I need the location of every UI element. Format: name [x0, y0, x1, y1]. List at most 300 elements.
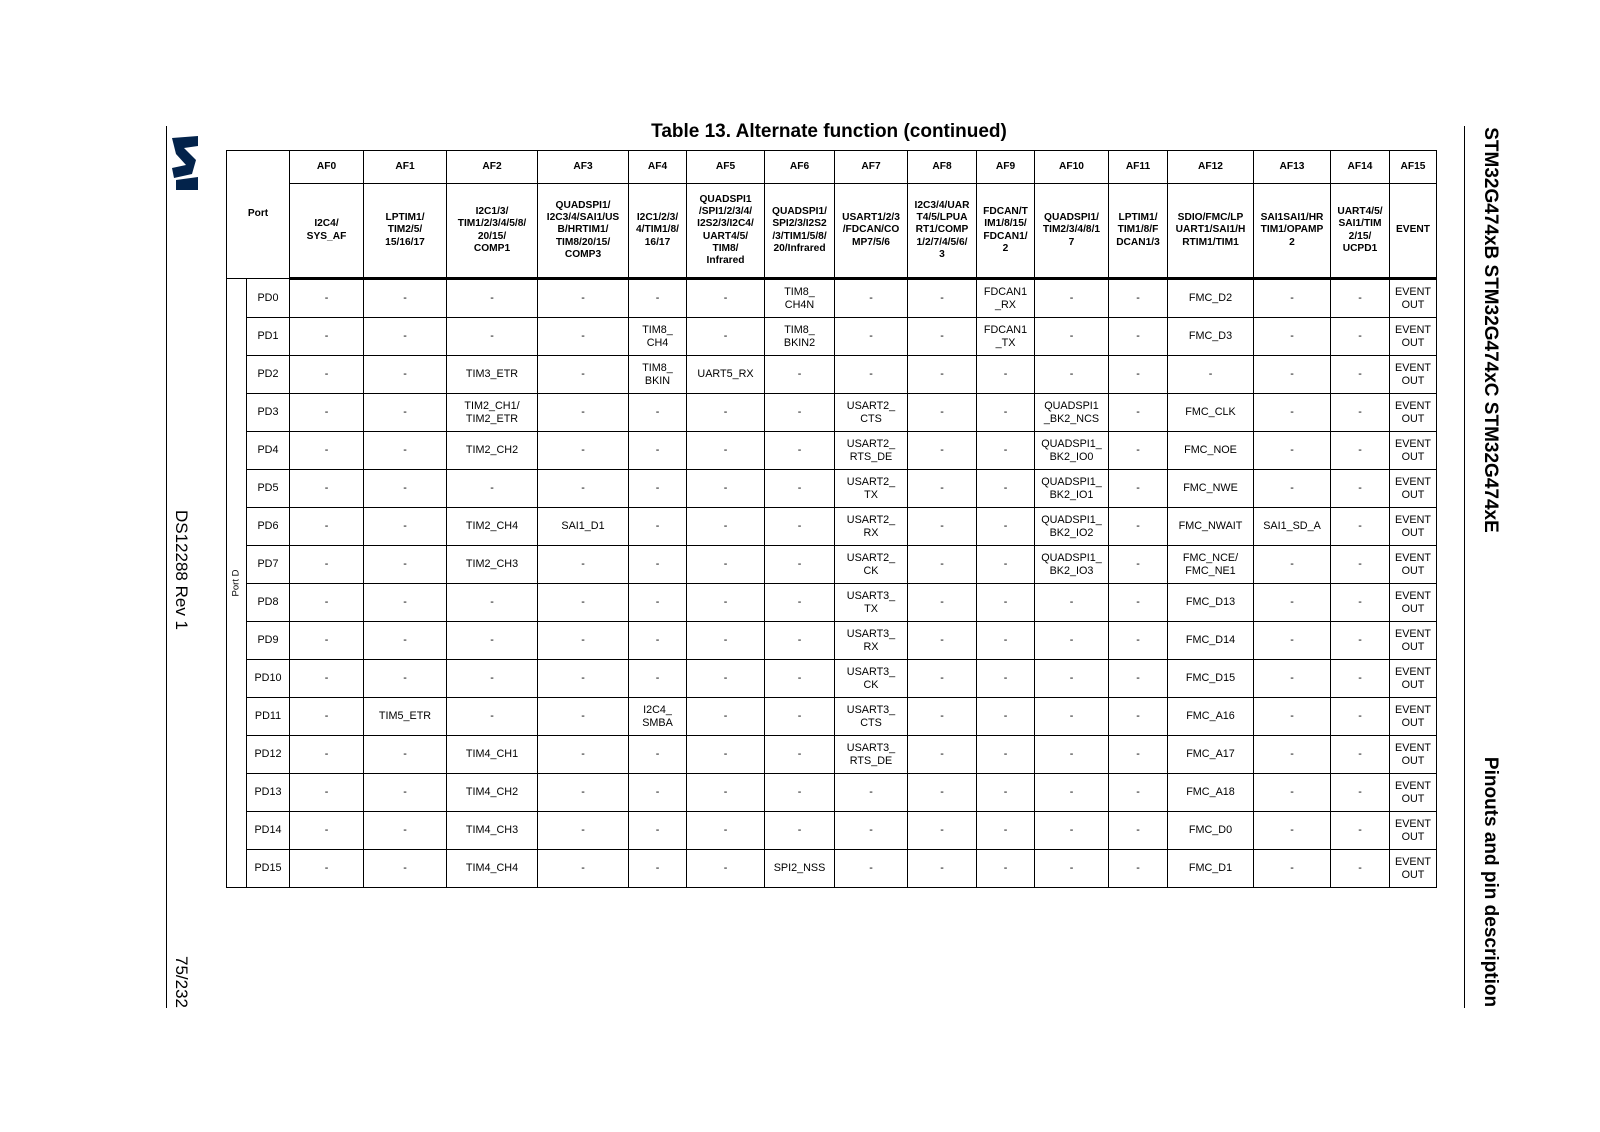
table-cell: - [1109, 622, 1168, 660]
table-cell: - [1331, 660, 1390, 698]
af-header: AF4 [629, 151, 687, 184]
table-cell: - [765, 622, 835, 660]
af-header: AF13 [1254, 151, 1331, 184]
table-cell: EVENT OUT [1390, 622, 1437, 660]
table-cell: FMC_NOE [1168, 432, 1254, 470]
table-cell: - [447, 279, 538, 318]
table-cell: - [765, 660, 835, 698]
table-cell: - [687, 508, 765, 546]
table-cell: UART5_RX [687, 356, 765, 394]
table-cell: - [1331, 318, 1390, 356]
table-title: Table 13. Alternate function (continued) [651, 121, 1007, 142]
table-cell: - [687, 622, 765, 660]
table-cell: - [364, 850, 447, 888]
table-cell: - [538, 279, 629, 318]
table-cell: EVENT OUT [1390, 584, 1437, 622]
table-cell: - [908, 736, 977, 774]
table-cell: TIM2_CH1/ TIM2_ETR [447, 394, 538, 432]
table-cell: - [687, 584, 765, 622]
table-cell: - [1254, 660, 1331, 698]
table-cell: - [1254, 279, 1331, 318]
table-cell: TIM4_CH4 [447, 850, 538, 888]
table-cell: - [908, 774, 977, 812]
table-cell: USART3_ CTS [835, 698, 908, 736]
table-cell: - [687, 698, 765, 736]
table-cell: - [687, 774, 765, 812]
table-cell: - [1254, 774, 1331, 812]
table-cell: - [977, 508, 1035, 546]
table-cell: FMC_A16 [1168, 698, 1254, 736]
table-cell: - [447, 318, 538, 356]
table-cell: - [364, 432, 447, 470]
table-cell: - [977, 356, 1035, 394]
table-cell: FMC_A18 [1168, 774, 1254, 812]
table-cell: - [1254, 546, 1331, 584]
table-cell: - [1254, 736, 1331, 774]
table-cell: FMC_D15 [1168, 660, 1254, 698]
af-header: AF11 [1109, 151, 1168, 184]
table-cell: TIM8_ CH4 [629, 318, 687, 356]
table-cell: EVENT OUT [1390, 356, 1437, 394]
table-cell: - [538, 736, 629, 774]
table-cell: - [290, 812, 364, 850]
table-row [227, 850, 1437, 888]
product-title: STM32G474xB STM32G474xC STM32G474xE [1480, 127, 1501, 533]
table-cell: EVENT OUT [1390, 546, 1437, 584]
af-header: AF3 [538, 151, 629, 184]
table-cell: TIM5_ETR [364, 698, 447, 736]
table-cell: - [290, 318, 364, 356]
table-cell: - [538, 698, 629, 736]
table-cell: - [835, 318, 908, 356]
table-cell: - [977, 812, 1035, 850]
table-cell: - [908, 850, 977, 888]
table-cell: SAI1_SD_A [1254, 508, 1331, 546]
table-cell: TIM3_ETR [447, 356, 538, 394]
table-cell: - [908, 508, 977, 546]
table-cell: FMC_D0 [1168, 812, 1254, 850]
table-cell: - [765, 546, 835, 584]
table-cell: FMC_D14 [1168, 622, 1254, 660]
table-cell: - [364, 356, 447, 394]
table-cell: EVENT OUT [1390, 812, 1437, 850]
port-group-label [227, 279, 247, 888]
table-row [227, 584, 1437, 622]
table-cell: QUADSPI1_ BK2_IO2 [1035, 508, 1109, 546]
table-cell: - [1035, 584, 1109, 622]
table-cell: TIM4_CH1 [447, 736, 538, 774]
table-cell: FMC_CLK [1168, 394, 1254, 432]
table-cell: - [1331, 279, 1390, 318]
table-row [227, 698, 1437, 736]
table-cell: - [629, 508, 687, 546]
table-cell: - [1035, 812, 1109, 850]
alternate-function-table [226, 150, 1437, 888]
table-cell: EVENT OUT [1390, 774, 1437, 812]
table-cell: - [1109, 850, 1168, 888]
table-row [227, 470, 1437, 508]
table-cell: - [1035, 622, 1109, 660]
af-description-header: LPTIM1/ TIM2/5/ 15/16/17 [364, 184, 447, 279]
table-cell: - [364, 584, 447, 622]
table-cell: - [1331, 546, 1390, 584]
pin-name-cell: PD6 [247, 508, 290, 546]
page-number: 75/232 [172, 956, 191, 1008]
table-cell: - [687, 318, 765, 356]
table-cell: - [1109, 432, 1168, 470]
table-cell: EVENT OUT [1390, 279, 1437, 318]
af-description-header: FDCAN/T IM1/8/15/ FDCAN1/ 2 [977, 184, 1035, 279]
table-cell: - [977, 622, 1035, 660]
table-cell: - [1331, 622, 1390, 660]
table-cell: EVENT OUT [1390, 508, 1437, 546]
af-description-header-row [227, 184, 1437, 279]
table-cell: - [1168, 356, 1254, 394]
table-cell: - [687, 470, 765, 508]
table-cell: - [765, 584, 835, 622]
table-cell: - [364, 812, 447, 850]
table-cell: - [908, 432, 977, 470]
table-cell: - [835, 850, 908, 888]
table-cell: - [835, 356, 908, 394]
af-description-header: UART4/5/ SAI1/TIM 2/15/ UCPD1 [1331, 184, 1390, 279]
table-cell: - [1254, 622, 1331, 660]
table-cell: - [447, 470, 538, 508]
table-cell: - [538, 318, 629, 356]
table-cell: - [629, 546, 687, 584]
table-cell: FMC_D1 [1168, 850, 1254, 888]
table-cell: - [908, 584, 977, 622]
af-header: AF15 [1390, 151, 1437, 184]
table-cell: - [1254, 698, 1331, 736]
table-cell: - [765, 432, 835, 470]
table-cell: - [538, 394, 629, 432]
right-margin-rule [1464, 126, 1465, 1008]
af-header: AF10 [1035, 151, 1109, 184]
table-cell: - [1254, 470, 1331, 508]
pin-name-cell: PD9 [247, 622, 290, 660]
table-cell: - [1331, 850, 1390, 888]
table-cell: - [1035, 698, 1109, 736]
table-cell: - [908, 279, 977, 318]
pin-name-cell: PD12 [247, 736, 290, 774]
table-cell: - [290, 850, 364, 888]
table-cell: EVENT OUT [1390, 394, 1437, 432]
table-cell: - [977, 774, 1035, 812]
table-cell: - [1035, 660, 1109, 698]
table-cell: FDCAN1 _RX [977, 279, 1035, 318]
table-cell: TIM4_CH3 [447, 812, 538, 850]
table-cell: USART2_ CK [835, 546, 908, 584]
table-cell: - [1109, 470, 1168, 508]
table-cell: - [908, 622, 977, 660]
table-cell: EVENT OUT [1390, 470, 1437, 508]
pin-name-cell: PD11 [247, 698, 290, 736]
table-cell: - [629, 736, 687, 774]
table-cell: - [977, 546, 1035, 584]
table-cell: - [447, 622, 538, 660]
pin-name-cell: PD14 [247, 812, 290, 850]
port-group-text: Port D [230, 569, 242, 597]
af-header: AF2 [447, 151, 538, 184]
table-cell: - [977, 736, 1035, 774]
table-cell: TIM2_CH3 [447, 546, 538, 584]
section-title: Pinouts and pin description [1480, 756, 1501, 1008]
table-cell: - [765, 508, 835, 546]
table-cell: - [364, 736, 447, 774]
table-cell: - [1331, 812, 1390, 850]
af-description-header: QUADSPI1/ SPI2/3/I2S2 /3/TIM1/5/8/ 20/Infrared [765, 184, 835, 279]
table-cell: - [1254, 356, 1331, 394]
table-cell: - [687, 394, 765, 432]
table-cell: - [1331, 736, 1390, 774]
table-cell: - [1109, 356, 1168, 394]
table-cell: - [1109, 812, 1168, 850]
pin-name-cell: PD2 [247, 356, 290, 394]
table-row [227, 432, 1437, 470]
st-logo-icon [170, 134, 200, 192]
table-row [227, 660, 1437, 698]
table-cell: - [1254, 432, 1331, 470]
table-cell: QUADSPI1 _BK2_NCS [1035, 394, 1109, 432]
table-cell: - [290, 432, 364, 470]
table-cell: - [364, 318, 447, 356]
table-cell: - [629, 584, 687, 622]
table-cell: TIM8_ BKIN [629, 356, 687, 394]
table-cell: - [1331, 394, 1390, 432]
table-cell: - [835, 279, 908, 318]
af-header: AF1 [364, 151, 447, 184]
table-row [227, 812, 1437, 850]
table-cell: - [1254, 318, 1331, 356]
table-cell: - [1035, 356, 1109, 394]
pin-name-cell: PD13 [247, 774, 290, 812]
af-description-header: I2C3/4/UAR T4/5/LPUA RT1/COMP 1/2/7/4/5/6/ 3 [908, 184, 977, 279]
table-cell: - [629, 812, 687, 850]
af-description-header: QUADSPI1 /SPI1/2/3/4/ I2S2/3/I2C4/ UART4/5/ TIM8/ Infrared [687, 184, 765, 279]
left-margin-rule [166, 126, 167, 1008]
table-cell: - [538, 584, 629, 622]
table-cell: - [538, 546, 629, 584]
table-cell: - [629, 394, 687, 432]
table-cell: USART3_ TX [835, 584, 908, 622]
table-cell: - [538, 850, 629, 888]
table-cell: EVENT OUT [1390, 698, 1437, 736]
table-cell: EVENT OUT [1390, 660, 1437, 698]
table-cell: - [765, 470, 835, 508]
table-cell: FMC_NWAIT [1168, 508, 1254, 546]
table-cell: - [765, 774, 835, 812]
table-cell: QUADSPI1_ BK2_IO1 [1035, 470, 1109, 508]
table-cell: - [1109, 774, 1168, 812]
table-cell: - [835, 812, 908, 850]
pin-name-cell: PD3 [247, 394, 290, 432]
table-cell: - [1331, 356, 1390, 394]
table-cell: - [290, 546, 364, 584]
table-cell: - [538, 774, 629, 812]
table-cell: - [364, 546, 447, 584]
table-cell: FMC_D13 [1168, 584, 1254, 622]
table-cell: - [1109, 508, 1168, 546]
table-cell: - [1254, 812, 1331, 850]
table-cell: - [629, 774, 687, 812]
table-cell: - [290, 356, 364, 394]
table-cell: - [765, 698, 835, 736]
pin-name-cell: PD1 [247, 318, 290, 356]
table-cell: - [765, 736, 835, 774]
table-cell: - [1109, 318, 1168, 356]
table-row [227, 736, 1437, 774]
table-cell: - [364, 394, 447, 432]
table-cell: - [1109, 394, 1168, 432]
table-cell: EVENT OUT [1390, 736, 1437, 774]
table-cell: - [290, 394, 364, 432]
table-cell: - [1331, 698, 1390, 736]
table-cell: I2C4_ SMBA [629, 698, 687, 736]
table-cell: EVENT OUT [1390, 318, 1437, 356]
pin-name-cell: PD4 [247, 432, 290, 470]
af-header: AF6 [765, 151, 835, 184]
table-cell: - [290, 508, 364, 546]
table-cell: SAI1_D1 [538, 508, 629, 546]
table-cell: TIM8_ CH4N [765, 279, 835, 318]
table-cell: - [977, 394, 1035, 432]
document-id: DS12288 Rev 1 [172, 509, 191, 631]
table-row [227, 622, 1437, 660]
table-cell: QUADSPI1_ BK2_IO0 [1035, 432, 1109, 470]
table-cell: - [290, 470, 364, 508]
table-cell: FDCAN1 _TX [977, 318, 1035, 356]
table-cell: - [687, 660, 765, 698]
af-description-header: USART1/2/3 /FDCAN/CO MP7/5/6 [835, 184, 908, 279]
table-cell: - [629, 432, 687, 470]
table-cell: - [538, 812, 629, 850]
table-cell: - [538, 432, 629, 470]
table-cell: - [364, 508, 447, 546]
pin-name-cell: PD0 [247, 279, 290, 318]
af-description-header: SAI1SAI1/HR TIM1/OPAMP 2 [1254, 184, 1331, 279]
table-cell: - [364, 622, 447, 660]
table-cell: - [447, 584, 538, 622]
table-cell: - [629, 279, 687, 318]
table-cell: - [908, 812, 977, 850]
af-description-header: LPTIM1/ TIM1/8/F DCAN1/3 [1109, 184, 1168, 279]
table-cell: SPI2_NSS [765, 850, 835, 888]
table-cell: - [290, 660, 364, 698]
af-number-header-row [227, 151, 1437, 184]
table-cell: - [364, 279, 447, 318]
table-cell: FMC_NWE [1168, 470, 1254, 508]
af-header: AF8 [908, 151, 977, 184]
table-cell: - [629, 850, 687, 888]
table-cell: - [1035, 850, 1109, 888]
pin-name-cell: PD10 [247, 660, 290, 698]
table-cell: - [538, 622, 629, 660]
table-cell: - [364, 774, 447, 812]
table-cell: TIM2_CH4 [447, 508, 538, 546]
table-cell: - [1254, 584, 1331, 622]
table-cell: EVENT OUT [1390, 432, 1437, 470]
table-cell: - [765, 394, 835, 432]
table-cell: - [1035, 279, 1109, 318]
table-cell: - [908, 470, 977, 508]
table-cell: - [687, 812, 765, 850]
af-description-header: I2C4/ SYS_AF [290, 184, 364, 279]
table-cell: - [538, 660, 629, 698]
table-cell: - [1254, 850, 1331, 888]
table-cell: - [977, 432, 1035, 470]
table-cell: TIM2_CH2 [447, 432, 538, 470]
table-cell: USART2_ CTS [835, 394, 908, 432]
table-cell: - [290, 584, 364, 622]
table-cell: - [447, 660, 538, 698]
table-cell: USART2_ RX [835, 508, 908, 546]
table-row [227, 546, 1437, 584]
table-cell: TIM4_CH2 [447, 774, 538, 812]
table-cell: USART2_ RTS_DE [835, 432, 908, 470]
af-header: AF0 [290, 151, 364, 184]
table-row [227, 356, 1437, 394]
table-cell: - [687, 432, 765, 470]
table-cell: - [1331, 584, 1390, 622]
table-cell: - [977, 660, 1035, 698]
table-cell: - [364, 470, 447, 508]
table-cell: - [687, 279, 765, 318]
af-description-header: I2C1/2/3/ 4/TIM1/8/ 16/17 [629, 184, 687, 279]
table-cell: - [290, 622, 364, 660]
table-cell: - [977, 584, 1035, 622]
pin-name-cell: PD7 [247, 546, 290, 584]
pin-name-cell: PD8 [247, 584, 290, 622]
af-header: AF9 [977, 151, 1035, 184]
table-cell: - [1109, 546, 1168, 584]
table-cell: - [908, 356, 977, 394]
table-cell: - [765, 812, 835, 850]
table-cell: EVENT OUT [1390, 850, 1437, 888]
table-cell: FMC_D2 [1168, 279, 1254, 318]
table-cell: - [908, 660, 977, 698]
table-cell: - [1331, 508, 1390, 546]
table-cell: - [1254, 394, 1331, 432]
table-cell: - [908, 546, 977, 584]
table-cell: FMC_A17 [1168, 736, 1254, 774]
table-cell: - [290, 774, 364, 812]
table-cell: - [629, 470, 687, 508]
table-row [227, 394, 1437, 432]
table-row [227, 774, 1437, 812]
table-cell: FMC_D3 [1168, 318, 1254, 356]
table-cell: - [687, 736, 765, 774]
table-row [227, 318, 1437, 356]
table-cell: - [538, 470, 629, 508]
table-cell: - [977, 698, 1035, 736]
table-cell: - [835, 774, 908, 812]
table-cell: - [908, 394, 977, 432]
table-cell: USART2_ TX [835, 470, 908, 508]
table-cell: - [1035, 318, 1109, 356]
af-header: AF7 [835, 151, 908, 184]
table-cell: - [687, 850, 765, 888]
table-cell: - [629, 660, 687, 698]
table-cell: - [1331, 774, 1390, 812]
table-row [227, 508, 1437, 546]
table-cell: - [1035, 774, 1109, 812]
table-cell: - [765, 356, 835, 394]
pin-name-cell: PD15 [247, 850, 290, 888]
table-cell: - [447, 698, 538, 736]
af-description-header: QUADSPI1/ TIM2/3/4/8/1 7 [1035, 184, 1109, 279]
table-cell: USART3_ RX [835, 622, 908, 660]
